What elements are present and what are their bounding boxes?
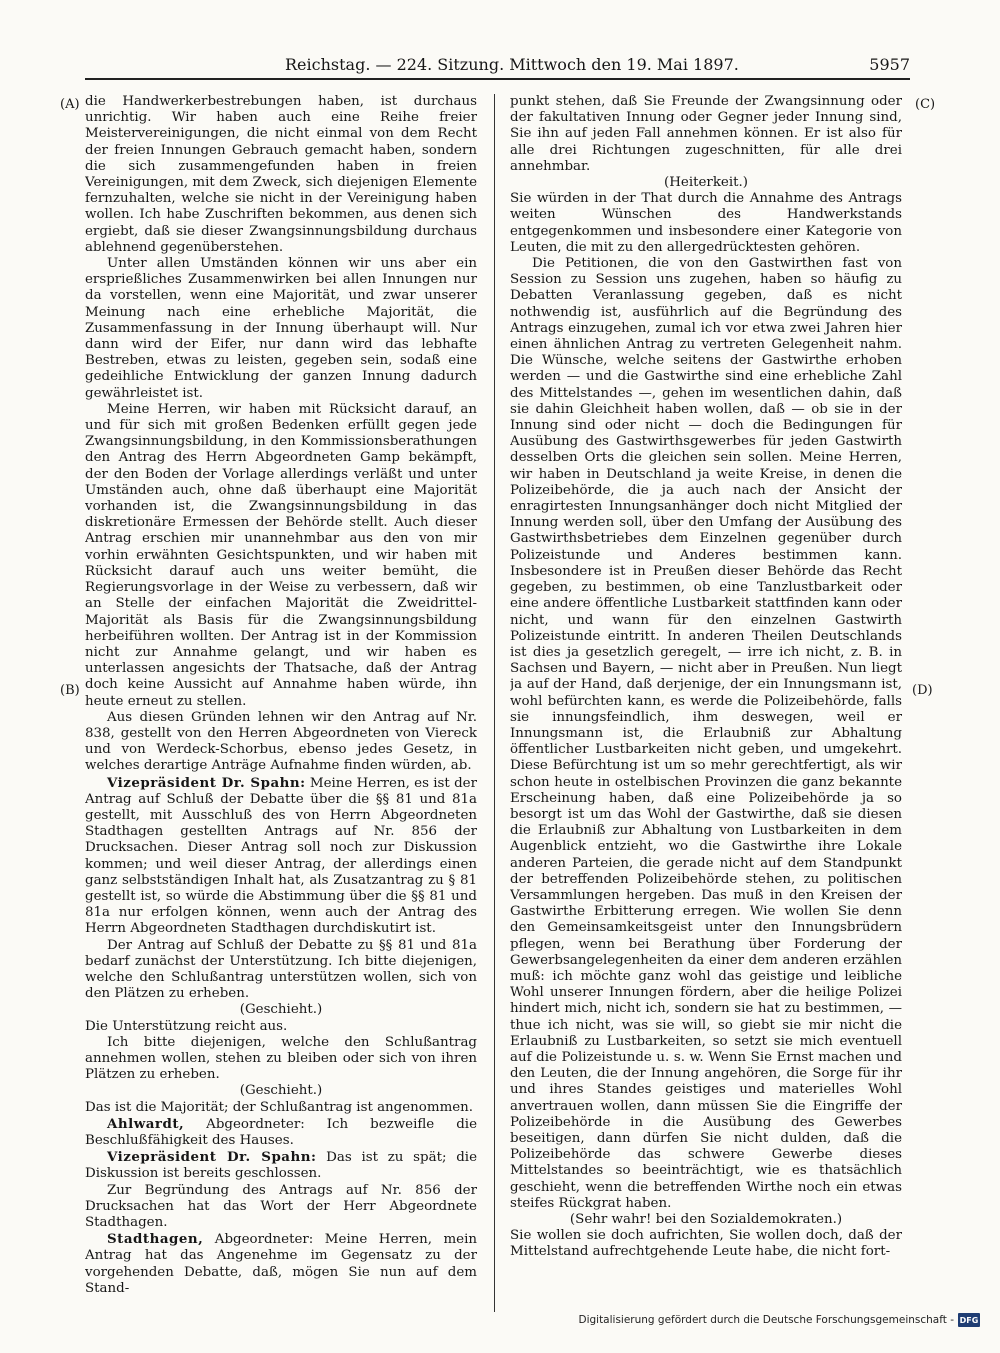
right-text-column [510, 94, 902, 1304]
paragraph [510, 256, 902, 1212]
paragraph [85, 1231, 477, 1297]
paragraph [85, 710, 477, 775]
paragraph-text: (Heiterkeit.) [664, 175, 748, 191]
margin-marker-d: (D) [912, 683, 933, 698]
running-head: Reichstag. — 224. Sitzung. Mittwoch den 19. Mai 1897. [285, 55, 739, 74]
interjection [85, 1002, 477, 1018]
paragraph [85, 1100, 477, 1116]
paragraph [85, 402, 477, 710]
paragraph [85, 94, 477, 256]
interjection [510, 175, 902, 191]
margin-marker-a: (A) [60, 97, 80, 112]
paragraph-text: Ich bitte diejenigen, welche den Schlußantrag annehmen wollen, stehen zu bleiben oder sich von ihren Plätzen zu erheben. [85, 1034, 477, 1083]
page-number: 5957 [869, 55, 910, 74]
paragraph-text: Die Unterstützung reicht aus. [85, 1018, 288, 1034]
paragraph-text: (Geschieht.) [239, 1002, 323, 1018]
paragraph-text: Meine Herren, es ist der Antrag auf Schluß der Debatte über die §§ 81 und 81a gestellt, mit Ausschluß des von Herrn Abgeordneten Stadthagen gestellten Antrags auf Nr. 856 der Drucksachen. Dieser Antrag soll noch zur Diskussion kommen; und weil dieser Antrag, der allerdings einen ganz selbstständigen Inhalt hat, als Zusatzantrag zu § 81 gestellt ist, so würde die Abstimmung über die §§ 81 und 81a nur erfolgen können, wenn auch der Antrag des Herrn Abgeordneten Stadthagen durchdiskutirt ist. [85, 775, 477, 937]
speaker-name: Stadthagen, [107, 1231, 204, 1248]
paragraph-text: Sie wollen sie doch aufrichten, Sie wollen doch, daß der Mittelstand aufrechtgehende Leute habe, die nicht fort- [510, 1228, 902, 1260]
paragraph [510, 94, 902, 175]
paragraph [510, 191, 902, 256]
paragraph-text: (Sehr wahr! bei den Sozialdemokraten.) [569, 1212, 843, 1228]
paragraph-text: punkt stehen, daß Sie Freunde der Zwangsinnung oder der fakultativen Innung oder Gegner jeder Innung sind, Sie ihn auf jeden Fall annehmen können. Er ist also für alle drei Richtungen zugeschnitten, für alle drei annehmbar. [510, 94, 902, 174]
paragraph-text: Abgeordneter: Ich bezweifle die Beschlußfähigkeit des Hauses. [85, 1116, 477, 1148]
paragraph [85, 1183, 477, 1232]
paragraph-text: Der Antrag auf Schluß der Debatte zu §§ 81 und 81a bedarf zunächst der Unterstützung. Ich bitte diejenigen, welche den Schlußantrag unterstützen wollen, sich von den Plätzen zu erheben. [85, 937, 477, 1002]
column-divider [494, 94, 495, 1312]
margin-marker-c: (C) [915, 97, 936, 112]
paragraph-text: Abgeordneter: Meine Herren, mein Antrag hat das Angenehme im Gegensatz zu der vorgehenden Debatte, daß, mögen Sie nun auf dem Stand- [85, 1232, 477, 1296]
speaker-name: Vizepräsident Dr. Spahn: [107, 774, 306, 791]
paragraph [85, 938, 477, 1003]
speaker-name: Ahlwardt, [107, 1115, 185, 1132]
left-text-column [85, 94, 477, 1304]
speaker-name: Vizepräsident Dr. Spahn: [107, 1149, 317, 1166]
paragraph-text: Zur Begründung des Antrags auf Nr. 856 der Drucksachen hat das Wort der Herr Abgeordnete Stadthagen. [85, 1182, 477, 1231]
margin-marker-b: (B) [60, 683, 80, 698]
paragraph-text: Das ist die Majorität; der Schlußantrag ist angenommen. [85, 1099, 474, 1115]
paragraph [85, 775, 477, 938]
paragraph-text: Die Petitionen, die von den Gastwirthen fast von Session zu Session uns zugehen, haben so häufig zu Debatten Veranlassung gegeben, daß es nicht nothwendig ist, ausführlich auf die Begründung des Antrags einzugehen, zumal ich vor etwa zwei Jahren hier einen ähnlichen Antrag zu vertreten Gelegenheit nahm. Die Wünsche, welche seitens der Gastwirthe erhoben werden — und die Gastwirthe sind eine erhebliche Zahl des Mittelstandes —, gehen im wesentlichen dahin, daß sie dahin Gleichheit haben wollen, daß — ob sie in der Innung sind oder nicht — doch die Bedingungen für Ausübung des Gastwirthsgewerbes für jeden Gastwirth desselben Orts die gleichen sein sollen. Meine Herren, wir haben in Deutschland ja weite Kreise, in denen die Polizeibehörde, die ja auch nach der Ansicht der enragirtesten Innungsanhänger doch nicht Mitglied der Innung werden soll, über den Umfang der Ausübung des Gastwirthsbetriebes dem Einzelnen gegenüber durch Polizeistunde und Anderes bestimmen kann. Insbesondere ist in Preußen dieser Behörde das Recht gegeben, zu bestimmen, ob eine Tanzlustbarkeit oder eine andere öffentliche Lustbarkeit stattfinden kann oder nicht, und wann für den einzelnen Gastwirth Polizeistunde eintritt. In anderen Theilen Deutschlands ist dies ja gesetzlich geregelt, — irre ich nicht, z. B. in Sachsen und Bayern, — nicht aber in Preußen. Nun liegt ja auf der Hand, daß derjenige, der ein Innungsmann ist, wohl befürchten kann, es werde die Polizeibehörde, falls sie innungsfeindlich, ihm deswegen, weil er Innungsmann ist, die Erlaubniß zur Abhaltung öffentlicher Lustbarkeiten nicht geben, und umgekehrt. Diese Befürchtung ist um so mehr gerechtfertigt, als wir schon heute in ostelbischen Provinzen die ganz bekannte Erscheinung haben, daß eine Polizeibehörde ja so besorgt ist um das Wohl der Gastwirthe, daß sie diesen die Erlaubniß zur Abhaltung von Lustbarkeiten in dem Augenblick entzieht, wo die Gastwirthe ihre Lokale anderen Parteien, die gerade nicht auf dem Standpunkt der betreffenden Polizeibehörde stehen, zu politischen Versammlungen hergeben. Das muß in den Kreisen der Gastwirthe Erbitterung erregen. Wie wollen Sie denn den Gemeinsamkeitsgeist unter den Innungsbrüdern pflegen, wenn bei Berathung über Forderung der Gewerbsangelegenheiten da einer dem anderen erzählen muß: ich möchte ganz wohl das geistige und leibliche Wohl unserer Innungen fördern, aber die heilige Polizei hindert mich, nicht ich, sondern sie hat zu bestimmen, — thue ich nicht, was sie will, so giebt sie mir nicht die Erlaubniß zu Lustbarkeiten, so setzt sie mich eventuell auf die Polizeistunde u. s. w. Wenn Sie Ernst machen und den Leuten, die der Innung angehören, die Sorge für ihr und ihres Standes geistiges und materielles Wohl anvertrauen wollen, dann müssen Sie die Eingriffe der Polizeibehörde in die Ausübung des Gewerbes beseitigen, dann dürfen Sie nicht dulden, daß die Polizeibehörde das schwere Gewerbe dieses Mittelstandes so beeinträchtigt, wie es thatsächlich geschieht, wenn die betreffenden Wirthe noch ein etwas steifes Rückgrat haben. [510, 256, 902, 1211]
footer-text: Digitalisierung gefördert durch die Deutsche Forschungsgemeinschaft - [578, 1314, 954, 1326]
header-rule [85, 78, 910, 80]
interjection [510, 1212, 902, 1228]
paragraph [85, 1019, 477, 1035]
interjection [85, 1083, 477, 1099]
paragraph [85, 1035, 477, 1084]
digitization-footer [578, 1313, 980, 1327]
paragraph-text: (Geschieht.) [239, 1083, 323, 1099]
paragraph-text: Meine Herren, wir haben mit Rücksicht darauf, an und für sich mit großen Bedenken erfüllt gegen jede Zwangsinnungsbildung, in den Kommissionsberathungen den Antrag des Herrn Abgeordneten Gamp bekämpft, der den Boden der Vorlage allerdings verläßt und unter Umständen auch, ohne daß überhaupt eine Majorität vorhanden ist, die Zwangsinnungsbildung in das diskretionäre Ermessen der Behörde stellt. Auch dieser Antrag erschien mir unannehmbar aus den von mir vorhin erwähnten Gesichtspunkten, und wir haben mit Rücksicht darauf auch uns weiter bemüht, die Regierungsvorlage in der Weise zu verbessern, daß wir an Stelle der einfachen Majorität die Zweidrittel-Majorität als Basis für die Zwangsinnungsbildung herbeiführen wollten. Der Antrag ist in der Kommission nicht zur Annahme gelangt, und wir haben es unterlassen angesichts der Thatsache, daß der Antrag doch keine Aussicht auf Annahme haben würde, ihn heute erneut zu stellen. [85, 401, 477, 709]
paragraph [510, 1228, 902, 1260]
paragraph [85, 1149, 477, 1182]
paragraph-text: Das ist zu spät; die Diskussion ist bereits geschlossen. [85, 1150, 477, 1182]
paragraph-text: Aus diesen Gründen lehnen wir den Antrag auf Nr. 838, gestellt von den Herren Abgeordneten von Viereck und von Werdeck-Schorbus, ebenso jedes Gesetz, in welches derartige Anträge Aufnahme finden würden, ab. [85, 709, 477, 774]
paragraph [85, 1116, 477, 1149]
paragraph [85, 256, 477, 402]
paragraph-text: Unter allen Umständen können wir uns aber ein ersprießliches Zusammenwirken bei allen Innungen nur da vorstellen, wenn eine Majorität, und zwar unserer Meinung nach eine erhebliche Majorität, die Zusammenfassung in der Innung überhaupt will. Nur dann wird der Eifer, nur dann wird das lebhafte Bestreben, etwas zu leisten, gegeben sein, sodaß eine gedeihliche Entwicklung der ganzen Innung dadurch gewährleistet ist. [85, 256, 477, 401]
paragraph-text: Sie würden in der That durch die Annahme des Antrags weiten Wünschen des Handwerkstands entgegenkommen und insbesondere einer Kategorie von Leuten, die mit zu den allergedrücktesten gehören. [510, 191, 902, 255]
paragraph-text: die Handwerkerbestrebungen haben, ist durchaus unrichtig. Wir haben auch eine Reihe freier Meistervereinigungen, die nicht einmal von dem Recht der freien Innungen Gebrauch gemacht haben, sondern die sich zusammengefunden haben in freien Vereinigungen, mit dem Zweck, sich diejenigen Elemente fernzuhalten, welche sie nicht in der Vereinigung haben wollen. Ich habe Zuschriften bekommen, aus denen sich ergiebt, daß sie dieser Zwangsinnungsbildung durchaus ablehnend gegenüberstehen. [85, 94, 477, 255]
dfg-logo-icon: DFG [958, 1313, 980, 1327]
